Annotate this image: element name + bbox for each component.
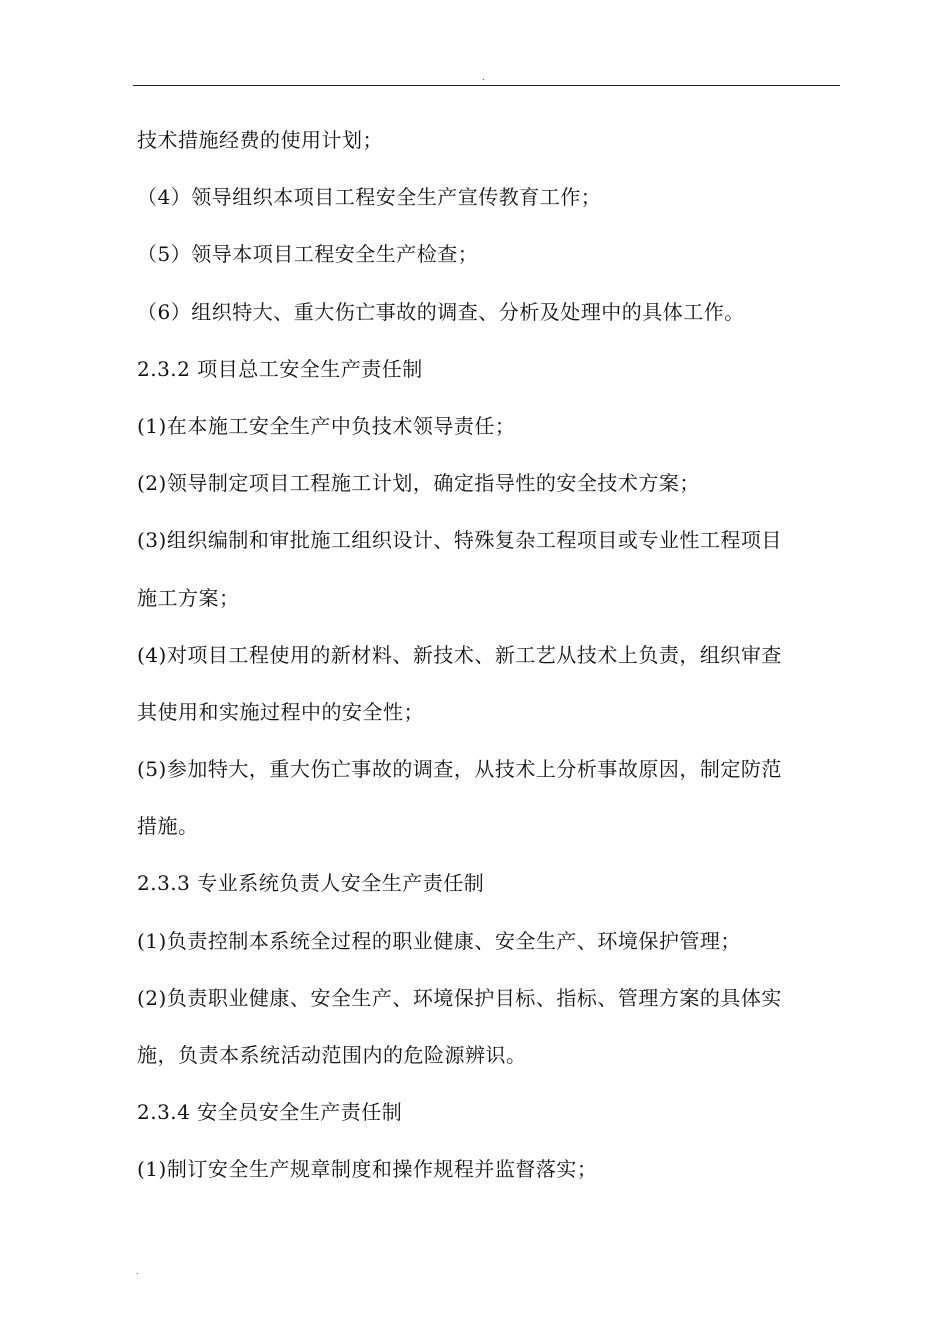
section-heading: 2.3.3 专业系统负责人安全生产责任制 [137, 871, 485, 896]
text-line: (2)领导制定项目工程施工计划，确定指导性的安全技术方案； [137, 471, 700, 496]
text-line: 施工方案； [137, 585, 240, 610]
header-rule [133, 85, 840, 86]
section-heading: 2.3.2 项目总工安全生产责任制 [137, 356, 423, 381]
text-line: (3)组织编制和审批施工组织设计、特殊复杂工程项目或专业性工程项目 [137, 528, 782, 553]
text-line: (4)对项目工程使用的新材料、新技术、新工艺从技术上负责，组织审查 [137, 642, 782, 667]
text-line: (2)负责职业健康、安全生产、环境保护目标、指标、管理方案的具体实 [137, 985, 782, 1010]
text-line: (5)参加特大，重大伤亡事故的调查，从技术上分析事故原因，制定防范 [137, 757, 782, 782]
text-line: (1)在本施工安全生产中负技术领导责任； [137, 413, 516, 438]
text-line: （4）领导组织本项目工程安全生产宣传教育工作； [137, 185, 602, 210]
document-body [137, 118, 842, 1205]
footer-mark: . [136, 1267, 139, 1276]
text-line: 其使用和实施过程中的安全性； [137, 699, 424, 724]
text-line: 措施。 [137, 814, 199, 839]
text-line: 技术措施经费的使用计划； [137, 128, 383, 152]
text-line: (1)制订安全生产规章制度和操作规程并监督落实； [137, 1157, 598, 1182]
header-mark: . [482, 73, 485, 82]
section-heading: 2.3.4 安全员安全生产责任制 [137, 1100, 403, 1125]
text-line: （5）领导本项目工程安全生产检查； [137, 242, 479, 267]
text-line: 施，负责本系统活动范围内的危险源辨识。 [137, 1043, 527, 1067]
text-line: （6）组织特大、重大伤亡事故的调查、分析及处理中的具体工作。 [137, 299, 745, 324]
text-line: (1)负责控制本系统全过程的职业健康、安全生产、环境保护管理； [137, 928, 741, 953]
